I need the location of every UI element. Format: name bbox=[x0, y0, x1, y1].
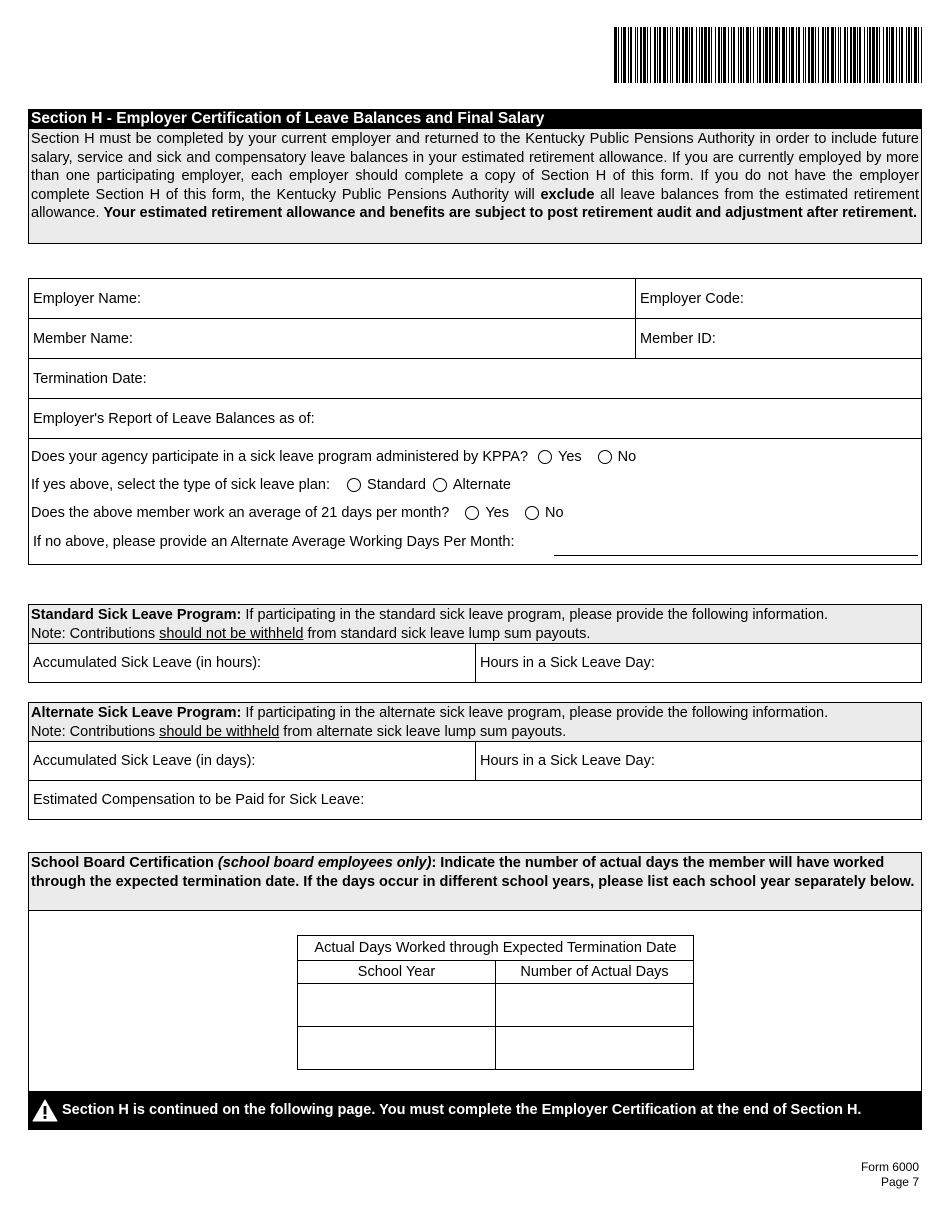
warning-icon bbox=[32, 1099, 58, 1122]
employer-info-box bbox=[28, 278, 922, 565]
barcode bbox=[614, 27, 922, 83]
employer-code-field[interactable] bbox=[636, 279, 921, 319]
employer-code-label: Employer Code: bbox=[640, 290, 744, 307]
alternate-note-post: from alternate sick leave lump sum payouts. bbox=[279, 723, 567, 740]
standard-sick-leave-header bbox=[29, 605, 921, 644]
alternate-sick-leave-header bbox=[29, 703, 921, 742]
standard-accumulated-field[interactable] bbox=[29, 644, 476, 682]
school-year-input-1[interactable] bbox=[298, 984, 496, 1027]
question-21-days bbox=[31, 505, 564, 521]
radio-q3-no-label: No bbox=[544, 505, 564, 521]
alternate-accumulated-label: Accumulated Sick Leave (in days): bbox=[33, 753, 256, 769]
alternate-hours-day-field[interactable] bbox=[476, 742, 921, 781]
radio-standard-label: Standard bbox=[367, 477, 426, 493]
estimated-compensation-label: Estimated Compensation to be Paid for Sick Leave: bbox=[33, 792, 365, 808]
standard-note-post: from standard sick leave lump sum payouts. bbox=[303, 625, 591, 642]
intro-text-2: all leave balances from the estimated retirement allowance. bbox=[31, 186, 919, 222]
radio-q3-no[interactable] bbox=[525, 506, 539, 520]
question-sick-leave-plan bbox=[31, 477, 511, 493]
radio-alternate[interactable] bbox=[433, 478, 447, 492]
radio-q1-no[interactable] bbox=[598, 450, 612, 464]
alternate-note-emphasis: should be withheld bbox=[159, 723, 280, 740]
school-board-title: School Board Certification bbox=[31, 855, 218, 871]
member-id-label: Member ID: bbox=[640, 330, 716, 347]
warning-text: Section H is continued on the following page. You must complete the Employer Certification at the end of Section H. bbox=[62, 1102, 862, 1118]
school-board-box bbox=[28, 852, 922, 1130]
report-as-of-field[interactable] bbox=[29, 399, 921, 439]
form-number: Form 6000 bbox=[860, 1160, 919, 1174]
intro-text: Section H must be completed by your current employer and returned to the Kentucky Public Pensions Authority in order to include future salary, service and sick and compensatory leave balances in your estimated retirement allowance. If you are currently employed by more than one participating employer, each employer should complete a copy of Section H of this form. If you do not have the employer complete Section H of this form, the Kentucky Public Pensions Authority will bbox=[31, 131, 919, 203]
radio-alternate-label: Alternate bbox=[452, 477, 511, 493]
actual-days-table bbox=[297, 935, 694, 1070]
member-name-label: Member Name: bbox=[33, 330, 133, 347]
standard-sick-leave-box bbox=[28, 604, 922, 683]
section-intro bbox=[28, 129, 922, 244]
school-board-text: : Indicate the number of actual days the member will have worked through the expected termination date. If the days occur in different school years, please list each school year separately below. bbox=[31, 855, 915, 890]
member-name-field[interactable] bbox=[29, 319, 636, 359]
radio-q1-yes-label: Yes bbox=[558, 449, 582, 465]
radio-standard[interactable] bbox=[347, 478, 361, 492]
radio-q3-yes[interactable] bbox=[465, 506, 479, 520]
alternate-sick-leave-box bbox=[28, 702, 922, 820]
intro-audit-note: Your estimated retirement allowance and benefits are subject to post retirement audit and adjustment after retirement. bbox=[103, 205, 918, 222]
school-board-italic: (school board employees only) bbox=[217, 855, 432, 871]
question-kppa-sick-leave bbox=[31, 449, 636, 465]
actual-days-input-2[interactable] bbox=[496, 1027, 694, 1070]
question-21-days-label: Does the above member work an average of 21 days per month? bbox=[31, 505, 450, 521]
alternate-accumulated-field[interactable] bbox=[29, 742, 476, 781]
member-id-field[interactable] bbox=[636, 319, 921, 359]
page-footer bbox=[861, 1160, 919, 1189]
standard-accumulated-label: Accumulated Sick Leave (in hours): bbox=[33, 655, 262, 671]
radio-q3-yes-label: Yes bbox=[485, 505, 509, 521]
standard-note-emphasis: should not be withheld bbox=[159, 625, 304, 642]
continued-warning-banner bbox=[28, 1091, 922, 1129]
actual-days-input-1[interactable] bbox=[496, 984, 694, 1027]
question-alt-days-label: If no above, please provide an Alternate Average Working Days Per Month: bbox=[33, 534, 515, 550]
standard-title: Standard Sick Leave Program: bbox=[31, 607, 242, 623]
standard-note-pre: Note: Contributions bbox=[31, 625, 160, 642]
question-alt-working-days bbox=[33, 534, 514, 550]
employer-name-field[interactable] bbox=[29, 279, 636, 319]
alternate-desc: If participating in the alternate sick leave program, please provide the following information. bbox=[241, 705, 829, 721]
intro-exclude: exclude bbox=[540, 186, 595, 203]
actual-days-table-title: Actual Days Worked through Expected Termination Date bbox=[298, 936, 694, 961]
page-number: Page 7 bbox=[880, 1174, 919, 1189]
section-title: Section H - Employer Certification of Leave Balances and Final Salary bbox=[28, 109, 922, 129]
estimated-compensation-field[interactable] bbox=[29, 781, 921, 819]
alt-working-days-input[interactable] bbox=[554, 537, 918, 556]
radio-q1-no-label: No bbox=[617, 449, 637, 465]
termination-date-label: Termination Date: bbox=[33, 370, 147, 387]
radio-q1-yes[interactable] bbox=[538, 450, 552, 464]
school-board-header bbox=[29, 853, 921, 911]
question-plan-label: If yes above, select the type of sick leave plan: bbox=[31, 477, 331, 493]
question-kppa-label: Does your agency participate in a sick leave program administered by KPPA? bbox=[31, 449, 529, 465]
col-school-year: School Year bbox=[298, 961, 496, 984]
alternate-note-pre: Note: Contributions bbox=[31, 723, 160, 740]
standard-desc: If participating in the standard sick leave program, please provide the following information. bbox=[241, 607, 829, 623]
alternate-hours-day-label: Hours in a Sick Leave Day: bbox=[480, 753, 655, 769]
standard-hours-day-label: Hours in a Sick Leave Day: bbox=[480, 655, 655, 671]
report-as-of-label: Employer's Report of Leave Balances as of: bbox=[33, 410, 315, 427]
employer-name-label: Employer Name: bbox=[33, 290, 141, 307]
col-actual-days: Number of Actual Days bbox=[496, 961, 694, 984]
alternate-title: Alternate Sick Leave Program: bbox=[31, 705, 242, 721]
school-year-input-2[interactable] bbox=[298, 1027, 496, 1070]
termination-date-field[interactable] bbox=[29, 359, 921, 399]
standard-hours-day-field[interactable] bbox=[476, 644, 921, 682]
